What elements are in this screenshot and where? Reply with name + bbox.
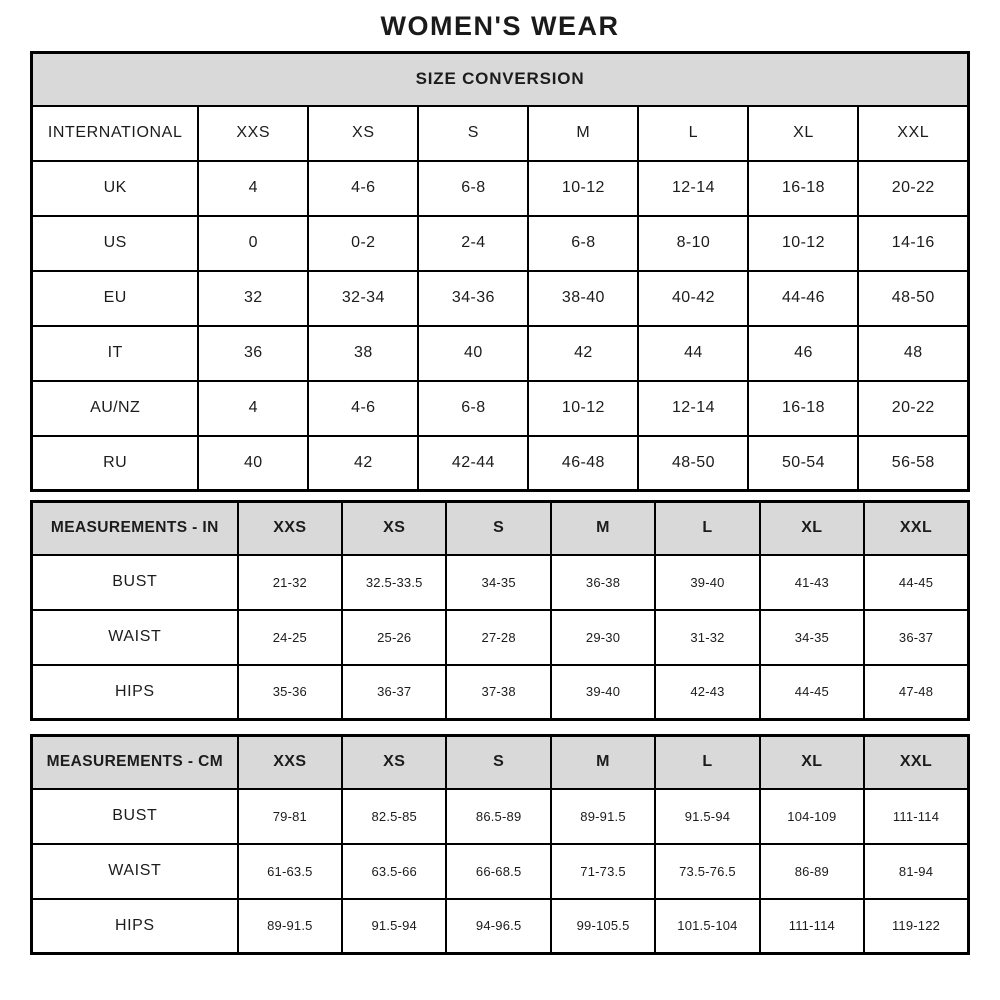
size-cell: 0-2 xyxy=(308,216,418,271)
size-conversion-table xyxy=(30,51,970,492)
col-header-xl: XL xyxy=(760,736,864,789)
size-cell: 50-54 xyxy=(748,436,858,491)
size-conversion-title: SIZE CONVERSION xyxy=(32,53,969,106)
measurement-cell: 104-109 xyxy=(760,789,864,844)
measurement-cell: 21-32 xyxy=(238,555,342,610)
measurement-cell: 27-28 xyxy=(446,610,550,665)
size-conversion-row xyxy=(32,381,969,436)
measurement-cell: 91.5-94 xyxy=(655,789,759,844)
measurement-cell: 24-25 xyxy=(238,610,342,665)
size-cell: 44-46 xyxy=(748,271,858,326)
size-cell: 20-22 xyxy=(858,161,968,216)
measurement-cell: 36-37 xyxy=(864,610,968,665)
measurement-label: WAIST xyxy=(32,844,238,899)
measurement-cell: 39-40 xyxy=(655,555,759,610)
size-cell: 16-18 xyxy=(748,161,858,216)
size-cell: 34-36 xyxy=(418,271,528,326)
col-header-m: M xyxy=(551,736,655,789)
col-header-l: L xyxy=(655,736,759,789)
size-cell: 36 xyxy=(198,326,308,381)
size-cell: 44 xyxy=(638,326,748,381)
measurement-cell: 101.5-104 xyxy=(655,899,759,954)
region-label: IT xyxy=(32,326,199,381)
size-cell: 38-40 xyxy=(528,271,638,326)
size-conversion-row xyxy=(32,216,969,271)
col-header-xs: XS xyxy=(342,502,446,555)
col-header-xxs: XXS xyxy=(238,502,342,555)
measurement-cell: 29-30 xyxy=(551,610,655,665)
size-chart-page xyxy=(30,0,970,955)
size-cell: 4 xyxy=(198,381,308,436)
measurement-cell: 63.5-66 xyxy=(342,844,446,899)
size-cell: 56-58 xyxy=(858,436,968,491)
measurement-cell: 37-38 xyxy=(446,665,550,720)
col-header-xl: XL xyxy=(760,502,864,555)
column-header-row xyxy=(32,736,969,789)
measurement-cell: 36-38 xyxy=(551,555,655,610)
col-header-s: S xyxy=(418,106,528,161)
measurement-cell: 119-122 xyxy=(864,899,968,954)
size-cell: 38 xyxy=(308,326,418,381)
size-cell: 42-44 xyxy=(418,436,528,491)
measurements-in-table xyxy=(30,500,970,721)
measurement-cell: 94-96.5 xyxy=(446,899,550,954)
column-header-row xyxy=(32,106,969,161)
corner-label-international: INTERNATIONAL xyxy=(32,106,199,161)
col-header-xl: XL xyxy=(748,106,858,161)
col-header-l: L xyxy=(638,106,748,161)
size-cell: 6-8 xyxy=(418,381,528,436)
measurements-in-head xyxy=(32,502,969,555)
col-header-xxl: XXL xyxy=(864,502,968,555)
measurement-cell: 111-114 xyxy=(864,789,968,844)
measurement-label: HIPS xyxy=(32,665,238,720)
size-conversion-body xyxy=(32,161,969,491)
size-cell: 10-12 xyxy=(528,161,638,216)
size-conversion-row xyxy=(32,326,969,381)
measurement-label: BUST xyxy=(32,555,238,610)
col-header-m: M xyxy=(528,106,638,161)
size-cell: 42 xyxy=(308,436,418,491)
col-header-s: S xyxy=(446,736,550,789)
measurement-cell: 44-45 xyxy=(760,665,864,720)
col-header-s: S xyxy=(446,502,550,555)
size-cell: 46-48 xyxy=(528,436,638,491)
measurement-cell: 35-36 xyxy=(238,665,342,720)
col-header-xxs: XXS xyxy=(238,736,342,789)
size-cell: 6-8 xyxy=(418,161,528,216)
size-cell: 6-8 xyxy=(528,216,638,271)
size-cell: 4-6 xyxy=(308,381,418,436)
size-cell: 46 xyxy=(748,326,858,381)
measurement-label: BUST xyxy=(32,789,238,844)
size-cell: 12-14 xyxy=(638,381,748,436)
measurement-cell: 86-89 xyxy=(760,844,864,899)
region-label: US xyxy=(32,216,199,271)
size-cell: 10-12 xyxy=(528,381,638,436)
size-cell: 48-50 xyxy=(858,271,968,326)
size-cell: 32-34 xyxy=(308,271,418,326)
measurement-row xyxy=(32,789,969,844)
measurement-cell: 36-37 xyxy=(342,665,446,720)
size-cell: 40-42 xyxy=(638,271,748,326)
measurement-cell: 89-91.5 xyxy=(551,789,655,844)
region-label: UK xyxy=(32,161,199,216)
size-cell: 10-12 xyxy=(748,216,858,271)
col-header-xs: XS xyxy=(308,106,418,161)
size-cell: 14-16 xyxy=(858,216,968,271)
measurement-label: WAIST xyxy=(32,610,238,665)
measurement-cell: 42-43 xyxy=(655,665,759,720)
size-cell: 48-50 xyxy=(638,436,748,491)
col-header-xxs: XXS xyxy=(198,106,308,161)
measurement-cell: 99-105.5 xyxy=(551,899,655,954)
measurement-row xyxy=(32,899,969,954)
size-cell: 48 xyxy=(858,326,968,381)
measurement-cell: 111-114 xyxy=(760,899,864,954)
size-cell: 4 xyxy=(198,161,308,216)
size-cell: 40 xyxy=(198,436,308,491)
measurement-row xyxy=(32,610,969,665)
region-label: RU xyxy=(32,436,199,491)
size-cell: 42 xyxy=(528,326,638,381)
measurement-cell: 79-81 xyxy=(238,789,342,844)
measurements-cm-head xyxy=(32,736,969,789)
measurement-cell: 66-68.5 xyxy=(446,844,550,899)
measurements-in-body xyxy=(32,555,969,720)
size-cell: 32 xyxy=(198,271,308,326)
measurement-cell: 31-32 xyxy=(655,610,759,665)
measurement-row xyxy=(32,844,969,899)
measurement-cell: 86.5-89 xyxy=(446,789,550,844)
region-label: EU xyxy=(32,271,199,326)
measurement-cell: 39-40 xyxy=(551,665,655,720)
measurement-label: HIPS xyxy=(32,899,238,954)
measurement-cell: 44-45 xyxy=(864,555,968,610)
measurement-cell: 34-35 xyxy=(760,610,864,665)
measurement-cell: 82.5-85 xyxy=(342,789,446,844)
size-cell: 8-10 xyxy=(638,216,748,271)
col-header-l: L xyxy=(655,502,759,555)
col-header-xxl: XXL xyxy=(864,736,968,789)
measurements-cm-title: MEASUREMENTS - CM xyxy=(32,736,238,789)
measurement-cell: 71-73.5 xyxy=(551,844,655,899)
measurement-cell: 32.5-33.5 xyxy=(342,555,446,610)
size-cell: 20-22 xyxy=(858,381,968,436)
measurement-cell: 34-35 xyxy=(446,555,550,610)
size-conversion-head xyxy=(32,53,969,161)
col-header-xs: XS xyxy=(342,736,446,789)
measurement-row xyxy=(32,555,969,610)
col-header-m: M xyxy=(551,502,655,555)
column-header-row xyxy=(32,502,969,555)
measurement-cell: 81-94 xyxy=(864,844,968,899)
measurement-cell: 61-63.5 xyxy=(238,844,342,899)
measurements-cm-table xyxy=(30,734,970,955)
measurements-in-title: MEASUREMENTS - IN xyxy=(32,502,238,555)
measurement-cell: 41-43 xyxy=(760,555,864,610)
measurements-cm-body xyxy=(32,789,969,954)
size-cell: 4-6 xyxy=(308,161,418,216)
size-conversion-row xyxy=(32,436,969,491)
measurement-cell: 47-48 xyxy=(864,665,968,720)
measurement-cell: 91.5-94 xyxy=(342,899,446,954)
size-conversion-row xyxy=(32,271,969,326)
size-cell: 0 xyxy=(198,216,308,271)
size-cell: 16-18 xyxy=(748,381,858,436)
col-header-xxl: XXL xyxy=(858,106,968,161)
page-title: WOMEN'S WEAR xyxy=(380,11,620,41)
measurement-cell: 25-26 xyxy=(342,610,446,665)
measurement-row xyxy=(32,665,969,720)
size-cell: 2-4 xyxy=(418,216,528,271)
size-cell: 12-14 xyxy=(638,161,748,216)
size-cell: 40 xyxy=(418,326,528,381)
table-title-row xyxy=(32,53,969,106)
measurement-cell: 89-91.5 xyxy=(238,899,342,954)
measurement-cell: 73.5-76.5 xyxy=(655,844,759,899)
size-conversion-row xyxy=(32,161,969,216)
region-label: AU/NZ xyxy=(32,381,199,436)
